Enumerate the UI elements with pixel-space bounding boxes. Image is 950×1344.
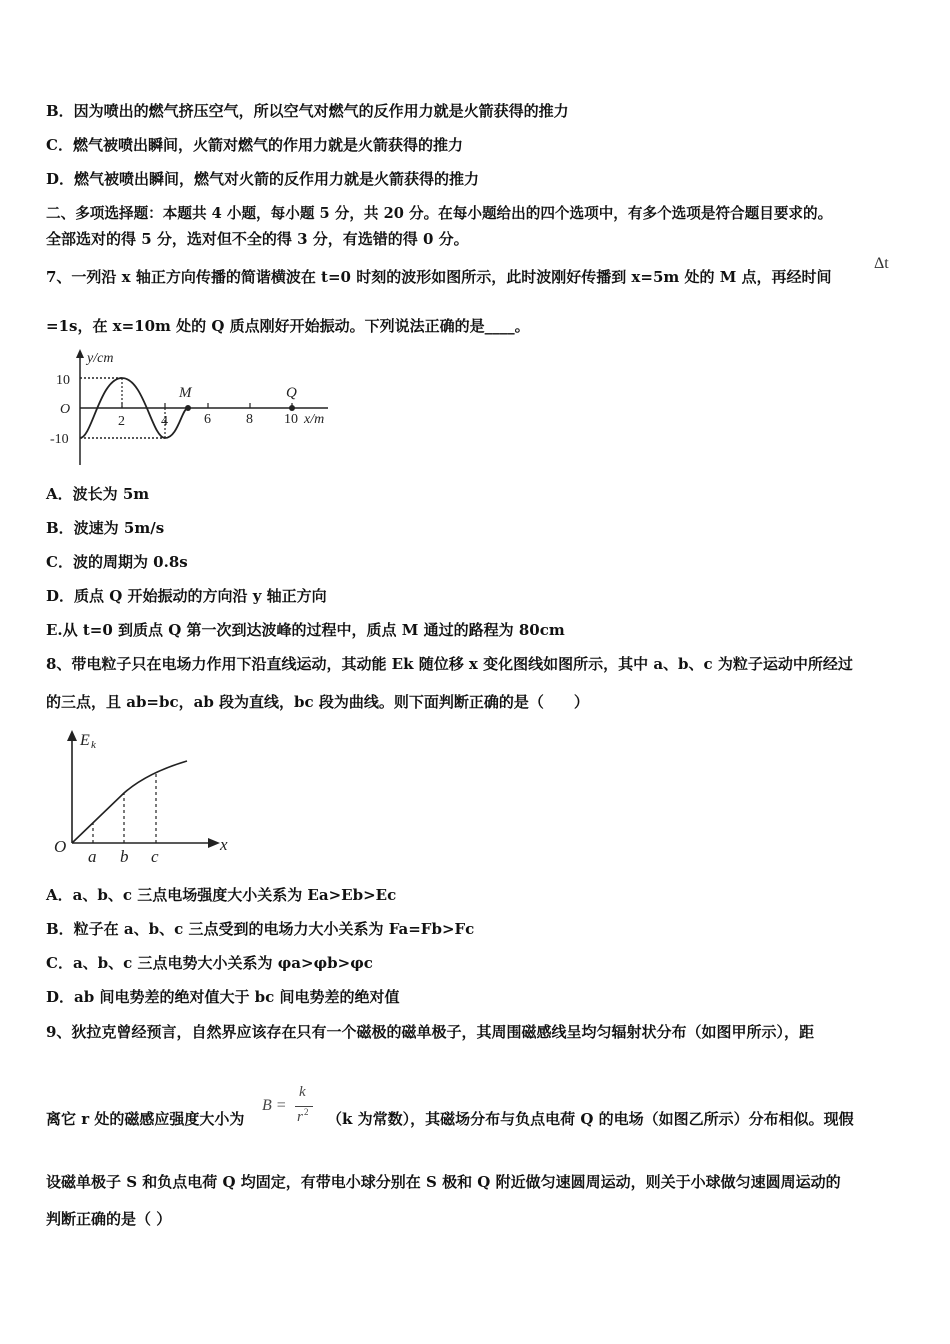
q8-option-a: A．a、b、c 三点电场强度大小关系为 Ea>Eb>Ec (46, 886, 397, 904)
wave-xlabel: x/m (304, 412, 325, 427)
wave-ylabel: y/cm (87, 351, 114, 366)
q7-wave-figure (40, 345, 340, 470)
wave-x10: 10 (284, 412, 298, 427)
wave-x6: 6 (204, 412, 211, 427)
formula-exponent: 2 (304, 1107, 309, 1117)
q9-stem-line4: 判断正确的是（ ） (46, 1210, 172, 1228)
q6-option-c: C．燃气被喷出瞬间，火箭对燃气的作用力就是火箭获得的推力 (46, 136, 463, 154)
q8-stem-line2: 的三点，且 ab=bc，ab 段为直线，bc 段为曲线。则下面判断正确的是（ ） (46, 693, 589, 711)
q8-option-c: C．a、b、c 三点电势大小关系为 φa>φb>φc (46, 954, 373, 972)
wave-x4: 4 (161, 414, 168, 429)
wave-m-label: M (179, 385, 192, 401)
q7-stem-line1: 7、一列沿 x 轴正方向传播的简谐横波在 t=0 时刻的波形如图所示，此时波刚好传播到 x=5m 处的 M 点，再经时间 (46, 268, 832, 286)
wave-yneg10: -10 (50, 432, 69, 447)
q9-stem-line2b: （k 为常数），其磁场分布与负点电荷 Q 的电场（如图乙所示）分布相似。现假 (327, 1110, 854, 1128)
wave-origin: O (60, 402, 71, 417)
section2-header: 二、多项选择题：本题共 4 小题，每小题 5 分，共 20 分。在每小题给出的四个选项中，有多个选项是符合题目要求的。 (46, 205, 833, 222)
q7-delta-t: Δt (874, 255, 889, 272)
formula-denominator: r (297, 1109, 303, 1125)
wave-y-arrow (76, 349, 84, 358)
q6-option-b: B．因为喷出的燃气挤压空气，所以空气对燃气的反作用力就是火箭获得的推力 (46, 102, 569, 120)
ek-y-arrow (67, 730, 77, 741)
q9-stem-line3: 设磁单极子 S 和负点电荷 Q 均固定，有带电小球分别在 S 极和 Q 附近做匀速圆周运动，则关于小球做匀速圆周运动的 (46, 1173, 841, 1191)
wave-x8: 8 (246, 412, 253, 427)
ek-origin: O (54, 837, 67, 856)
q7-option-b: B．波速为 5m/s (46, 519, 165, 537)
q9-formula (262, 1084, 322, 1134)
q8-ek-figure (50, 725, 240, 870)
wave-x2: 2 (118, 414, 125, 429)
ek-a-label: a (88, 847, 97, 866)
ek-x-arrow (208, 838, 220, 848)
wave-q-label: Q (286, 385, 297, 401)
section2-scoring: 全部选对的得 5 分，选对但不全的得 3 分，有选错的得 0 分。 (46, 230, 469, 248)
q7-option-d: D．质点 Q 开始振动的方向沿 y 轴正方向 (46, 587, 327, 605)
q8-option-b: B．粒子在 a、b、c 三点受到的电场力大小关系为 Fa=Fb>Fc (46, 920, 475, 938)
q8-stem-line1: 8、带电粒子只在电场力作用下沿直线运动，其动能 Ek 随位移 x 变化图线如图所示，其中 a、b、c 为粒子运动中所经过 (46, 655, 853, 673)
ek-c-label: c (151, 847, 159, 866)
wave-y10: 10 (56, 373, 70, 388)
q9-stem-line2a: 离它 r 处的磁感应强度大小为 (46, 1110, 245, 1128)
formula-lhs: B = (262, 1097, 287, 1114)
q7-option-a: A．波长为 5m (46, 485, 150, 503)
q7-stem-line2: =1s，在 x=10m 处的 Q 质点刚好开始振动。下列说法正确的是____。 (46, 317, 530, 335)
q6-option-d: D．燃气被喷出瞬间，燃气对火箭的反作用力就是火箭获得的推力 (46, 170, 480, 188)
ek-curve (72, 761, 187, 843)
point-q (289, 405, 295, 411)
point-m (185, 405, 191, 411)
q9-stem-line1: 9、狄拉克曾经预言，自然界应该存在只有一个磁极的磁单极子，其周围磁感线呈均匀辐射状分布（如图甲所示），距 (46, 1023, 814, 1041)
q8-option-d: D．ab 间电势差的绝对值大于 bc 间电势差的绝对值 (46, 988, 400, 1006)
formula-numerator: k (299, 1084, 306, 1100)
ek-ysub: k (91, 739, 96, 751)
ek-b-label: b (120, 847, 129, 866)
ek-ylabel: E (80, 732, 90, 749)
ek-xlabel: x (220, 835, 228, 854)
q7-option-c: C．波的周期为 0.8s (46, 553, 188, 571)
q7-option-e: E.从 t=0 到质点 Q 第一次到达波峰的过程中，质点 M 通过的路程为 80cm (46, 621, 565, 639)
